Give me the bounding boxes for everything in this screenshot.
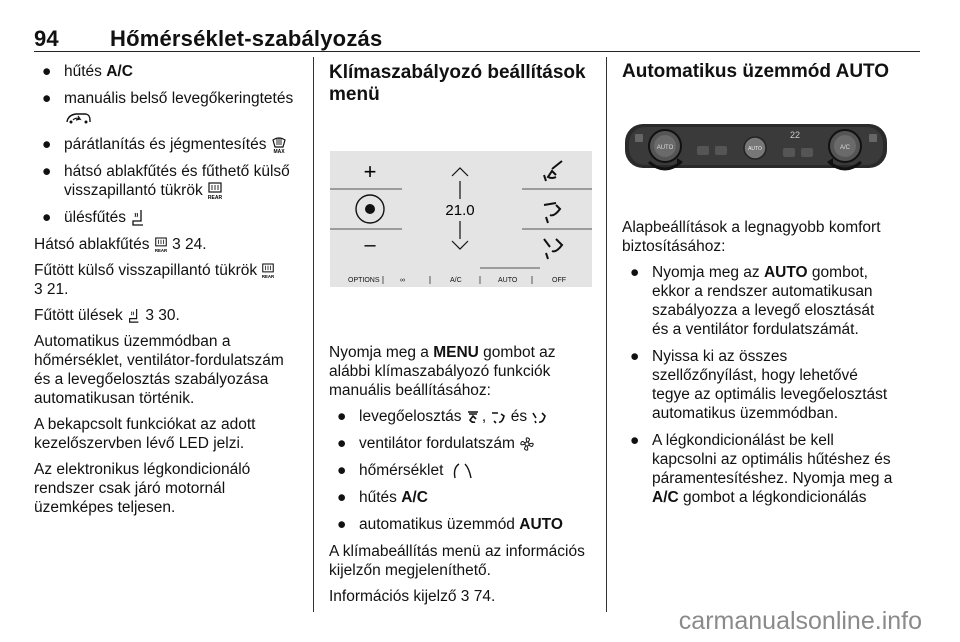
rear-defrost-icon: [207, 182, 223, 200]
plus-sign: +: [363, 159, 377, 184]
paragraph-info-display: A klímabeállítás menü az információs kijelzőn megjeleníthető.: [329, 543, 585, 579]
auto-label: AUTO: [498, 277, 518, 284]
panel-display: 22: [789, 130, 801, 140]
section-heading: Klímaszabályozó beállítások menü: [329, 62, 586, 105]
list-item: ● párátlanítás és jégmentesítés MAX: [34, 135, 304, 154]
recirculation-icon: [64, 111, 92, 125]
options-label: OPTIONS: [348, 277, 380, 284]
section-heading: Automatikus üzemmód AUTO: [622, 61, 890, 82]
paragraph-menu: Nyomja meg a MENU gombot az alábbi klímaszabályozó funkciók manuális beállításához:: [329, 344, 556, 399]
list-item: ● ventilátor fordulatszám: [329, 434, 599, 453]
page-number: 94: [34, 26, 59, 51]
temperature-value: 21.0: [445, 202, 475, 219]
svg-text:REAR: REAR: [154, 247, 167, 253]
rear-defrost-icon: [154, 237, 168, 253]
paragraph-defaults: Alapbeállítások a legnagyobb komfort biztosításához:: [622, 219, 881, 255]
air-distribution-face-icon: [490, 410, 506, 424]
seat-heat-icon: [127, 308, 141, 324]
column-divider-1: [313, 57, 314, 612]
paragraph-rear-heat: Hátsó ablakfűtés REAR 3 24.: [34, 236, 207, 253]
list-item: ● hátsó ablakfűtés és fűthető külső visszapillantó tükrök REAR: [42, 163, 290, 200]
column-divider-2: [606, 57, 607, 612]
list-item: ● automatikus üzemmód AUTO: [337, 516, 563, 533]
page-header: [34, 26, 382, 52]
max-defrost-icon: [271, 136, 287, 154]
column-2-text: [329, 343, 599, 613]
ac-label: A/C: [450, 277, 462, 284]
paragraph-mirrors: Fűtött külső visszapillantó tükrök REAR 3 21.: [34, 262, 275, 298]
minus-sign: –: [364, 234, 376, 256]
svg-text:REAR: REAR: [262, 273, 275, 279]
column-1: [34, 62, 304, 524]
fan-icon: [519, 436, 535, 452]
column-3: [622, 62, 894, 81]
svg-text:MAX: MAX: [273, 148, 285, 154]
svg-text:A/C: A/C: [839, 145, 851, 151]
watermark: carmanualsonline.info: [678, 607, 922, 635]
air-distribution-windshield-icon: [466, 410, 482, 424]
rear-defrost-icon: [261, 263, 275, 279]
svg-text:AUTO: AUTO: [656, 145, 674, 151]
column-3-text: [622, 218, 894, 515]
off-label: OFF: [552, 277, 566, 284]
list-item: ● Nyomja meg az AUTO gombot, ekkor a rendszer automatikusan szabályozza a levegő elosztását és a ventilátor fordulatszámát.: [630, 264, 875, 338]
list-item: ● A légkondicionálást be kell kapcsolni az optimális hűtéshez és páramentesítéshez. Nyomja meg a A/C gombot a légkondicionálás: [630, 432, 893, 506]
climate-menu-illustration: [330, 151, 592, 287]
climate-panel-illustration: [623, 118, 889, 180]
list-item: ● manuális belső levegőkeringtetés: [34, 89, 304, 127]
header-rule: [34, 51, 920, 52]
climate-control-panel: [623, 118, 889, 180]
paragraph-seats: Fűtött ülések 3 30.: [34, 307, 180, 324]
auto-mode-list: [622, 263, 894, 507]
list-item: ● hűtés A/C: [337, 489, 428, 506]
column-2: [329, 62, 597, 106]
paragraph-engine: Az elektronikus légkondicionáló rendszer csak járó motornál üzemképes teljesen.: [34, 461, 251, 516]
list-item: ● ülésfűtés: [34, 208, 304, 227]
svg-text:∞: ∞: [400, 277, 405, 284]
air-distribution-feet-icon: [531, 410, 547, 424]
list-item: ● Nyissa ki az összes szellőzőnyílást, hogy lehetővé tegye az optimális levegőelosztást automatikus üzemmódban.: [630, 348, 888, 422]
menu-function-list: [329, 407, 599, 534]
svg-text:REAR: REAR: [207, 194, 223, 200]
paragraph-auto: Automatikus üzemmódban a hőmérséklet, ventilátor-fordulatszám és a levegőelosztás szabályozása automatikusan történik.: [34, 333, 284, 407]
paragraph-info-ref: Információs kijelző 3 74.: [329, 588, 496, 605]
paragraph-led: A bekapcsolt funkciókat az adott kezelőszervben lévő LED jelzi.: [34, 416, 256, 452]
list-item: ● hőmérséklet: [329, 461, 599, 480]
feature-list: [34, 62, 304, 227]
list-item: ● hűtés A/C: [42, 63, 133, 80]
list-item: ● levegőelosztás , és: [329, 407, 599, 426]
svg-text:AUTO: AUTO: [748, 146, 762, 152]
climate-menu-screen: [330, 151, 592, 287]
temperature-arrows-icon: [448, 462, 474, 480]
page-title: Hőmérséklet-szabályozás: [110, 26, 383, 51]
seat-heat-icon: [130, 209, 146, 227]
